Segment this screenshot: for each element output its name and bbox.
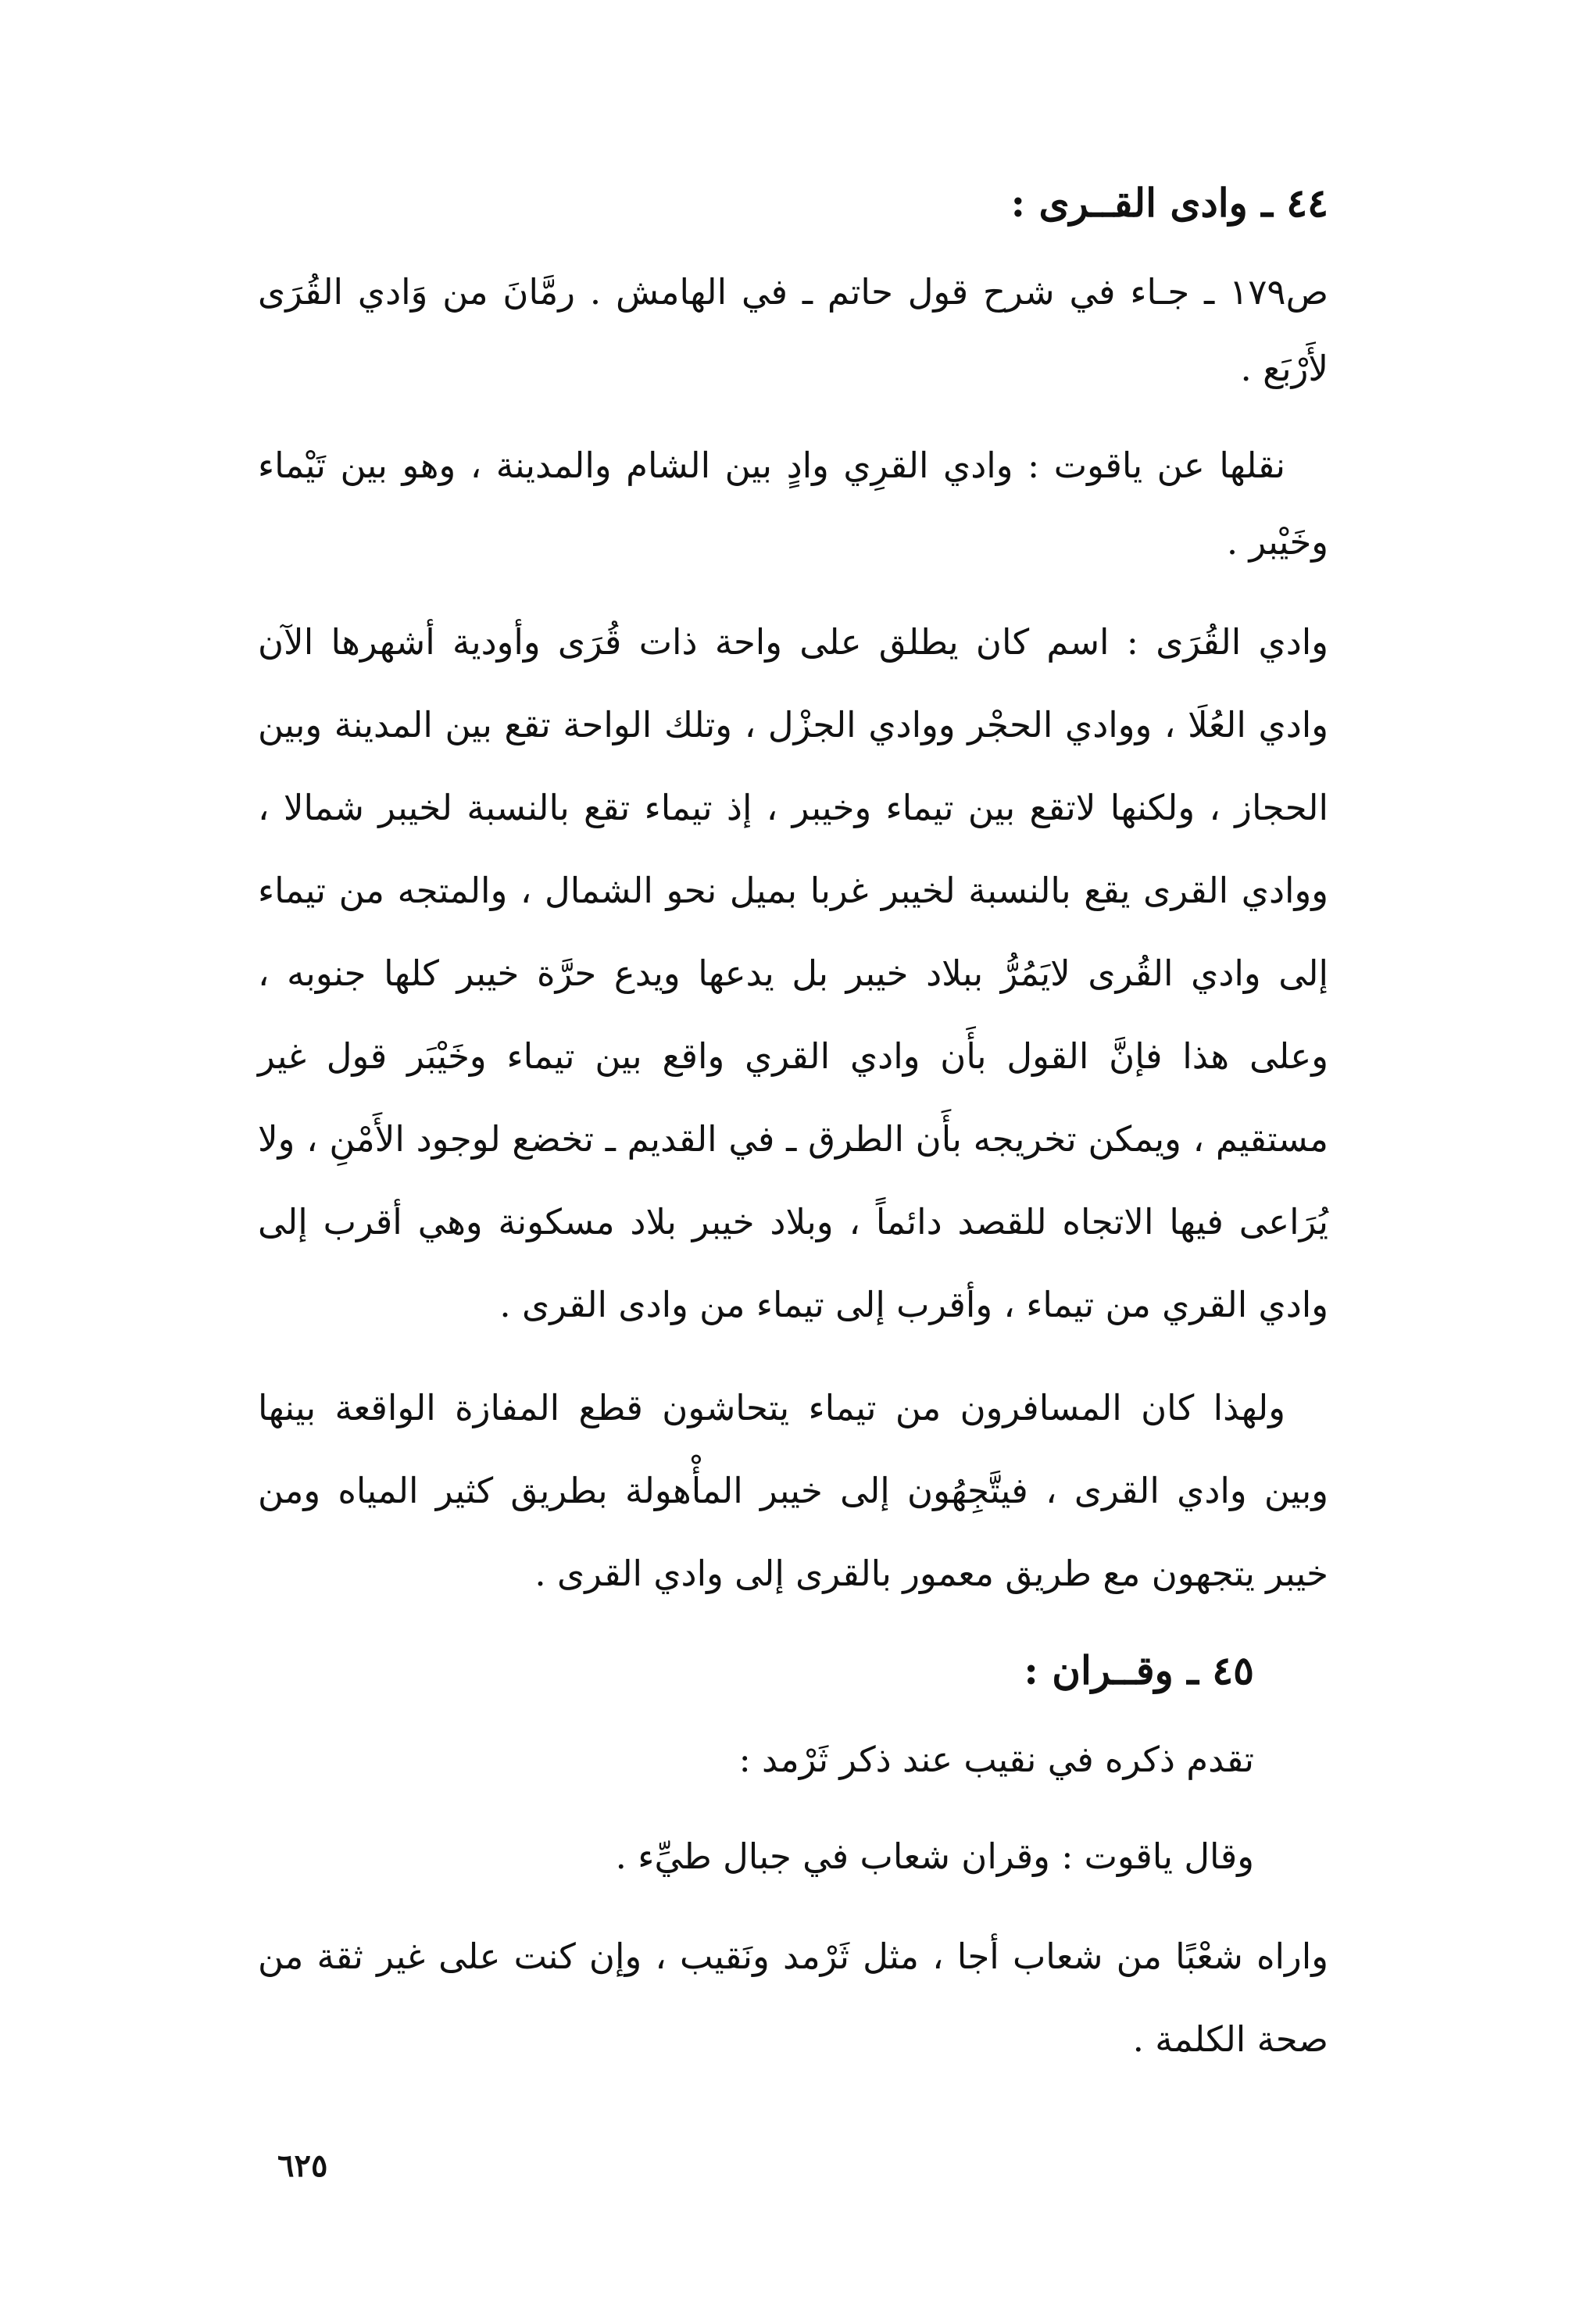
section-44-paragraph-2: نقلها عن ياقوت : وادي القرِي وادٍ بين الشام والمدينة ، وهو بين تَيْماء وخَيْبر . — [258, 445, 1328, 563]
section-44-paragraph-1: ص١٧٩ ـ جـاء في شرح قول حاتم ـ في الهامش . رمَّانَ من وَادي القُرَى لأَرْبَع . — [258, 271, 1328, 389]
section-45-heading: ٤٥ ـ وقــران : — [1024, 1647, 1254, 1693]
page-number: ٦٢٥ — [277, 2147, 328, 2184]
section-45-paragraph-1: تقدم ذكره في نقيب عند ذكر ثَرْمد : — [738, 1739, 1254, 1780]
page-text — [258, 168, 1328, 2101]
section-45-paragraph-3: واراه شعْبًا من شعاب أجا ، مثل ثَرْمد ونَقيب ، وإن كنت على غير ثقة من صحة الكلمة . — [258, 1936, 1328, 2060]
section-44-paragraph-4: ولهذا كان المسافرون من تيماء يتحاشون قطع المفازة الواقعة بينها وبين وادي القرى ، فيتَّجِهُون إلى خيبر المأْهولة بطريق كثير المياه ومن خيبر يتجهون مع طريق معمور بالقرى إلى وادي القرى . — [258, 1387, 1328, 1594]
section-44-heading: ٤٤ ـ وادى القــرى : — [1010, 180, 1328, 226]
section-45-paragraph-2: وقال ياقوت : وقران شعاب في جبال طيِّء . — [615, 1836, 1254, 1877]
section-44-paragraph-3: وادي القُرَى : اسم كان يطلق على واحة ذات قُرَى وأودية أشهرها الآن وادي العُلَا ، ووادي الحجْر ووادي الجزْل ، وتلك الواحة تقع بين المدينة وبين الحجاز ، ولكنها لاتقع بين تيماء وخيبر ، إذ تيماء تقع بالنسبة لخيبر شمالا ، ووادي القرى يقع بالنسبة لخيبر غربا بميل نحو الشمال ، والمتجه من تيماء إلى وادي القُرى لايَمُرُّ ببلاد خيبر بل يدعها ويدع حرَّة خيبر كلها جنوبه ، وعلى هذا فإنَّ القول بأَن وادي القري واقع بين تيماء وخَيْبَر قول غير مستقيم ، ويمكن تخريجه بأَن الطرق ـ في القديم ـ تخضع لوجود الأَمْنِ ، ولا يُرَاعى فيها الاتجاه للقصد دائماً ، وبلاد خيبر بلاد مسكونة وهي أقرب إلى وادي القري من تيماء ، وأقرب إلى تيماء من وادى القرى . — [258, 621, 1328, 1325]
